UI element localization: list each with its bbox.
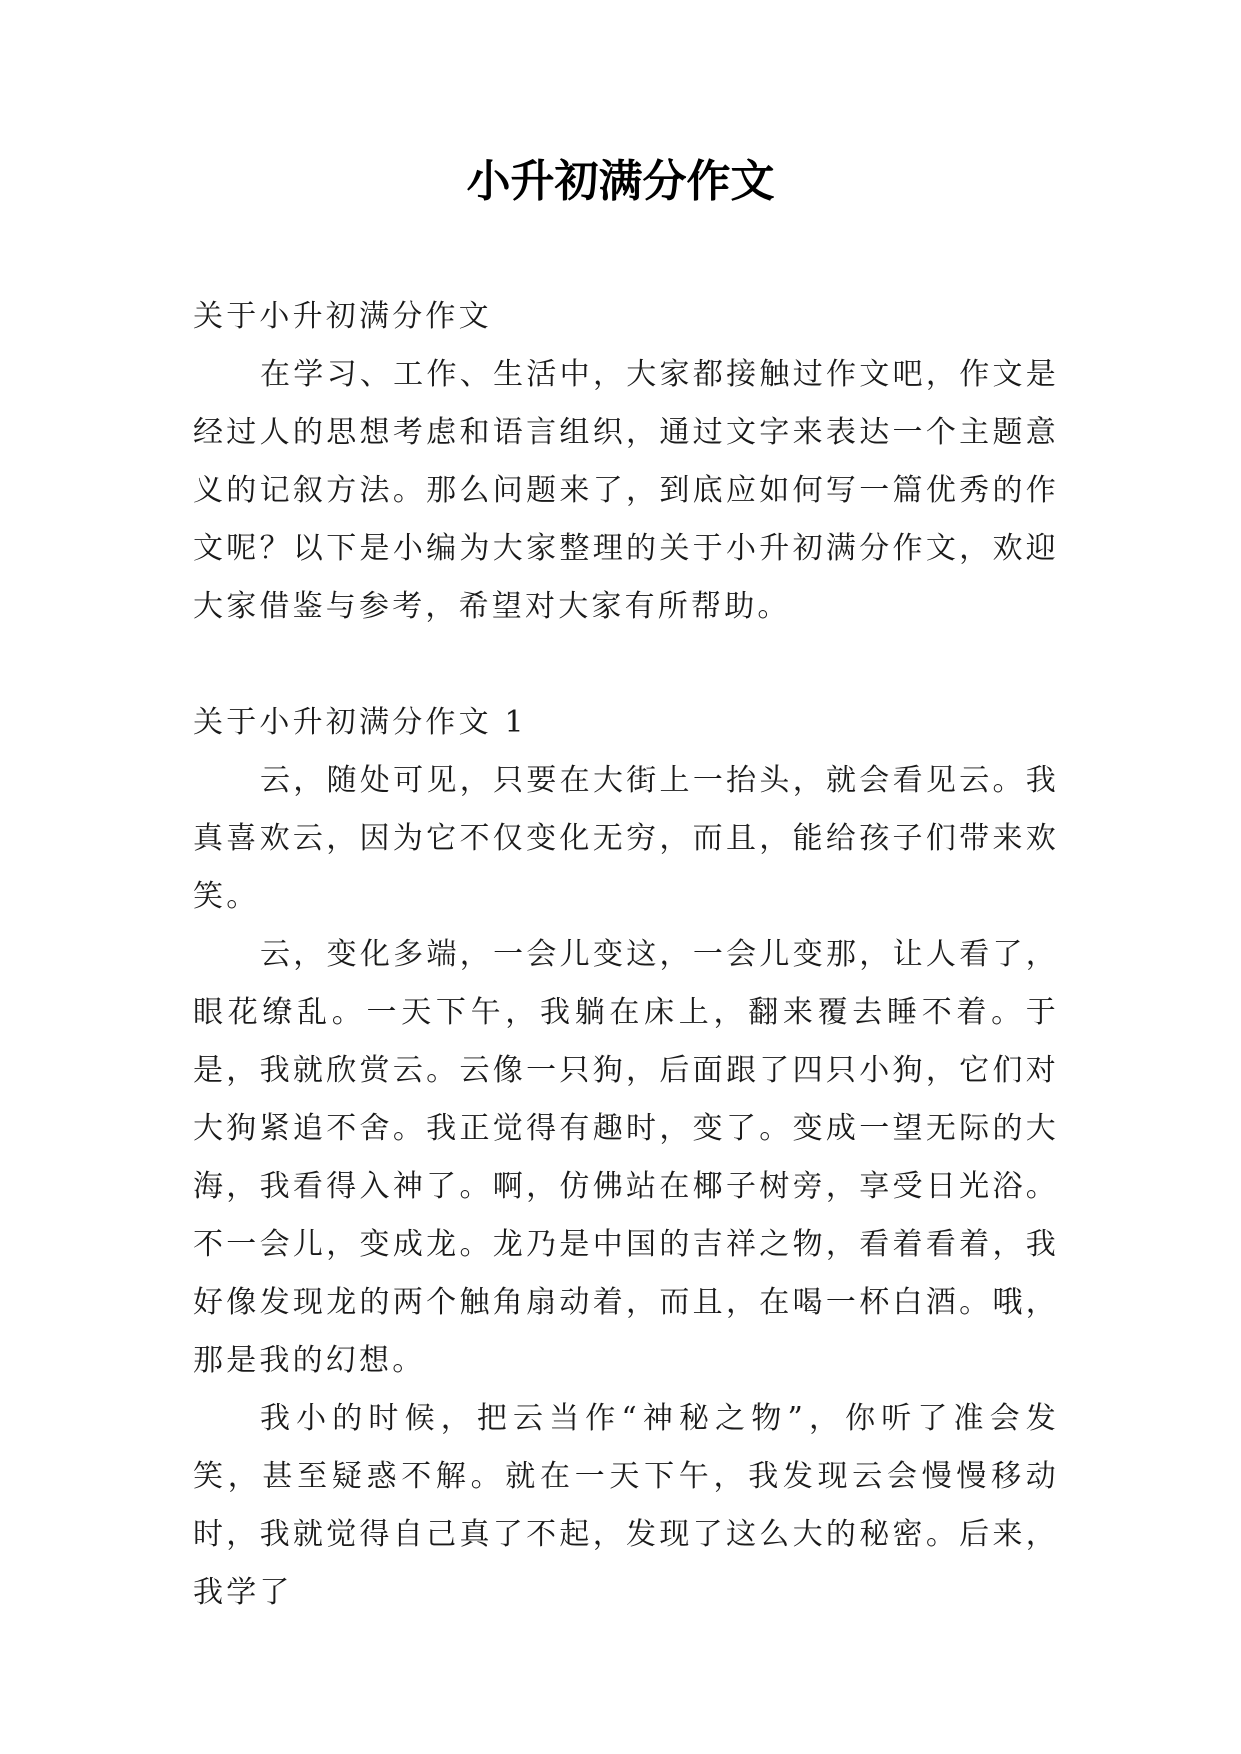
document-body xyxy=(193,288,1059,1622)
section-1-heading: 关于小升初满分作文 1 xyxy=(193,705,527,740)
section-1-paragraph-1: 云，随处可见，只要在大街上一抬头，就会看见云。我真喜欢云，因为它不仅变化无穷，而且，能给孩子们带来欢笑。 xyxy=(193,763,1059,914)
intro-paragraph: 在学习、工作、生活中，大家都接触过作文吧，作文是经过人的思想考虑和语言组织，通过文字来表达一个主题意义的记叙方法。那么问题来了，到底应如何写一篇优秀的作文呢？以下是小编为大家整理的关于小升初满分作文，欢迎大家借鉴与参考，希望对大家有所帮助。 xyxy=(193,357,1059,624)
document-title: 小升初满分作文 xyxy=(466,156,775,207)
section-1-paragraph-3: 我小的时候，把云当作“神秘之物”，你听了准会发笑，甚至疑惑不解。就在一天下午，我发现云会慢慢移动时，我就觉得自己真了不起，发现了这么大的秘密。后来，我学了 xyxy=(193,1401,1059,1610)
section-1-paragraph-2: 云，变化多端，一会儿变这，一会儿变那，让人看了，眼花缭乱。一天下午，我躺在床上，翻来覆去睡不着。于是，我就欣赏云。云像一只狗，后面跟了四只小狗，它们对大狗紧追不舍。我正觉得有趣时，变了。变成一望无际的大海，我看得入神了。啊，仿佛站在椰子树旁，享受日光浴。不一会儿，变成龙。龙乃是中国的吉祥之物，看着看着，我好像发现龙的两个触角扇动着，而且，在喝一杯白酒。哦，那是我的幻想。 xyxy=(193,937,1059,1378)
intro-heading: 关于小升初满分作文 xyxy=(193,299,492,334)
section-spacer xyxy=(193,636,1059,694)
